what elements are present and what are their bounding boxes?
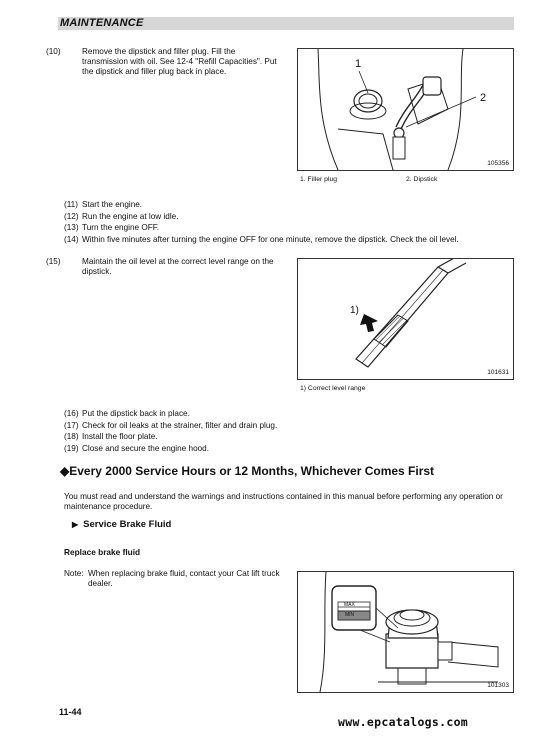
step-text: Check for oil leaks at the strainer, filter and drain plug.: [82, 420, 278, 430]
step-11: [64, 199, 524, 211]
section-title: Every 2000 Service Hours or 12 Months, Whichever Comes First: [69, 464, 435, 478]
step-number: (19): [64, 443, 79, 453]
step-number: (11): [64, 200, 78, 209]
figure-brake-fluid-reservoir: [297, 571, 514, 693]
diamond-bullet-icon: ◆: [60, 464, 70, 478]
section-intro: You must read and understand the warnings and instructions contained in this manual before performing any operation or maintenance procedure.: [64, 492, 503, 512]
step-text: Start the engine.: [82, 200, 143, 209]
watermark: www.epcatalogs.com: [338, 715, 469, 729]
figure-2-caption: 1) Correct level range: [300, 385, 366, 392]
step-number: (13): [64, 223, 79, 233]
step-text: Close and secure the engine hood.: [82, 443, 209, 453]
step-13: [64, 222, 524, 234]
note-label: Note:: [64, 569, 84, 578]
step-text: Turn the engine OFF.: [82, 223, 160, 233]
step-18: [64, 431, 524, 443]
step-number: (17): [64, 420, 79, 430]
figure-3-id: 101303: [487, 682, 509, 689]
step-text: Run the engine at low idle.: [82, 211, 179, 221]
page-header-title: MAINTENANCE: [60, 17, 144, 29]
step-number: (14): [64, 234, 79, 244]
note: [64, 569, 284, 589]
steps-16-19: [64, 408, 524, 454]
subsection-title: Service Brake Fluid: [83, 519, 172, 530]
figure-dipstick-level: [297, 258, 514, 380]
step-text: Within five minutes after turning the engine OFF for one minute, remove the dipstick. Check the oil level.: [82, 234, 459, 244]
figure-3-max-label: MAX: [344, 602, 355, 608]
step-number: (18): [64, 432, 79, 442]
figure-2-callout: 1): [350, 305, 359, 316]
figure-2-illustration: [298, 259, 513, 379]
figure-1-id: 105356: [487, 160, 509, 167]
step-number: (10): [46, 47, 61, 56]
step-16: [64, 408, 524, 420]
note-text: When replacing brake fluid, contact your Cat lift truck dealer.: [88, 569, 280, 589]
step-text: Maintain the oil level at the correct level range on the dipstick.: [82, 257, 274, 277]
step-number: (15): [46, 257, 61, 266]
step-19: [64, 443, 524, 455]
figure-1-caption-2: 2. Dipstick: [406, 176, 438, 183]
step-10: [46, 47, 282, 78]
figure-1-callout-2: 2: [480, 92, 487, 104]
step-number: (12): [64, 211, 79, 221]
step-14: [64, 234, 524, 246]
step-text: Remove the dipstick and filler plug. Fill the transmission with oil. See 12-4 "Refill Capacities". Put the dipstick and filler plug back in place.: [82, 47, 277, 77]
figure-1-illustration: [298, 49, 513, 170]
figure-3-illustration: [298, 572, 513, 692]
figure-filler-plug-dipstick: [297, 48, 514, 171]
figure-1-callout-1: 1: [355, 58, 362, 70]
page-number: 11-44: [59, 707, 82, 717]
figure-2-id: 101631: [487, 369, 509, 376]
step-12: [64, 211, 524, 223]
step-text: Install the floor plate.: [82, 432, 158, 442]
section-heading: [60, 464, 434, 478]
figure-1-caption-1: 1. Filler plug: [300, 176, 338, 183]
step-17: [64, 420, 524, 432]
step-number: (16): [64, 409, 79, 418]
subsubsection-title: Replace brake fluid: [64, 547, 141, 557]
step-text: Put the dipstick back in place.: [82, 409, 190, 418]
subsection-heading: [72, 519, 171, 531]
triangle-bullet-icon: ▶: [72, 520, 79, 529]
figure-3-min-label: MIN: [345, 612, 355, 618]
step-15: [46, 257, 282, 277]
steps-11-14: [64, 199, 524, 245]
